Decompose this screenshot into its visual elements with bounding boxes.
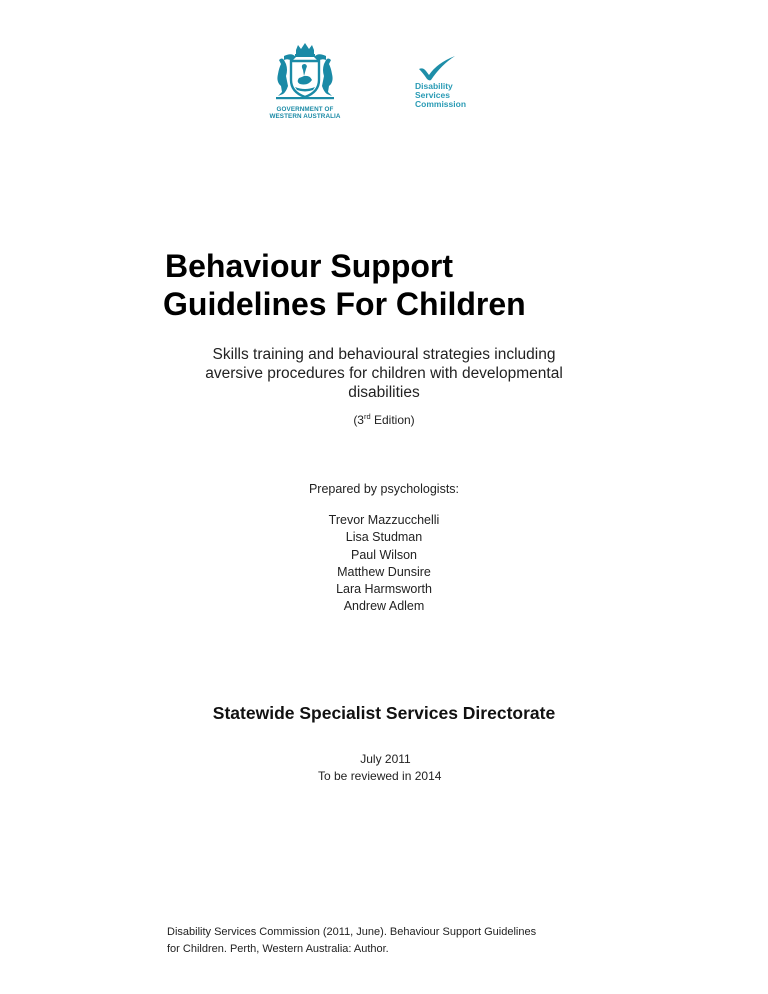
author-name: Andrew Adlem [343,599,425,614]
dsc-logo-text-line3: Commission [415,99,467,109]
document-subtitle [150,345,618,402]
title-line-1: Behaviour Support [165,248,454,284]
wa-logo-text-line2: WESTERN AUSTRALIA [269,113,341,120]
government-wa-logo [262,42,348,122]
citation-line-2: for Children. Perth, Western Australia: Author. [167,942,389,955]
author-name: Lara Harmsworth [336,582,432,597]
subtitle-line-1: Skills training and behavioural strategies including [212,346,556,363]
disability-services-commission-logo [413,55,483,115]
edition-ordinal-suffix: rd [363,412,371,421]
review-date: To be reviewed in 2014 [318,769,442,783]
subtitle-line-2: aversive procedures for children with developmental [205,365,563,382]
author-name: Paul Wilson [351,547,417,562]
edition-close: Edition) [370,413,415,427]
author-name: Matthew Dunsire [337,564,431,579]
dsc-logo-text-line2: Services [415,90,450,100]
subtitle-line-3: disabilities [348,384,420,401]
citation-line-1: Disability Services Commission (2011, June). Behaviour Support Guidelines [167,926,537,938]
publication-date: July 2011 [360,752,411,766]
checkmark-icon [417,55,457,81]
citation [167,924,637,957]
edition-label [300,412,468,427]
document-title [120,247,640,323]
edition-open: (3 [353,413,364,427]
wa-coat-of-arms-icon [262,42,348,104]
author-name: Lisa Studman [345,530,423,545]
title-line-2: Guidelines For Children [163,286,526,322]
wa-logo-text-line1: GOVERNMENT OF [276,106,334,113]
directorate-heading: Statewide Specialist Services Directorate [212,703,556,723]
prepared-by-label: Prepared by psychologists: [308,482,460,496]
dsc-logo-text-line1: Disability [415,81,453,91]
author-name: Trevor Mazzucchelli [328,513,440,527]
authors-list [250,512,518,616]
